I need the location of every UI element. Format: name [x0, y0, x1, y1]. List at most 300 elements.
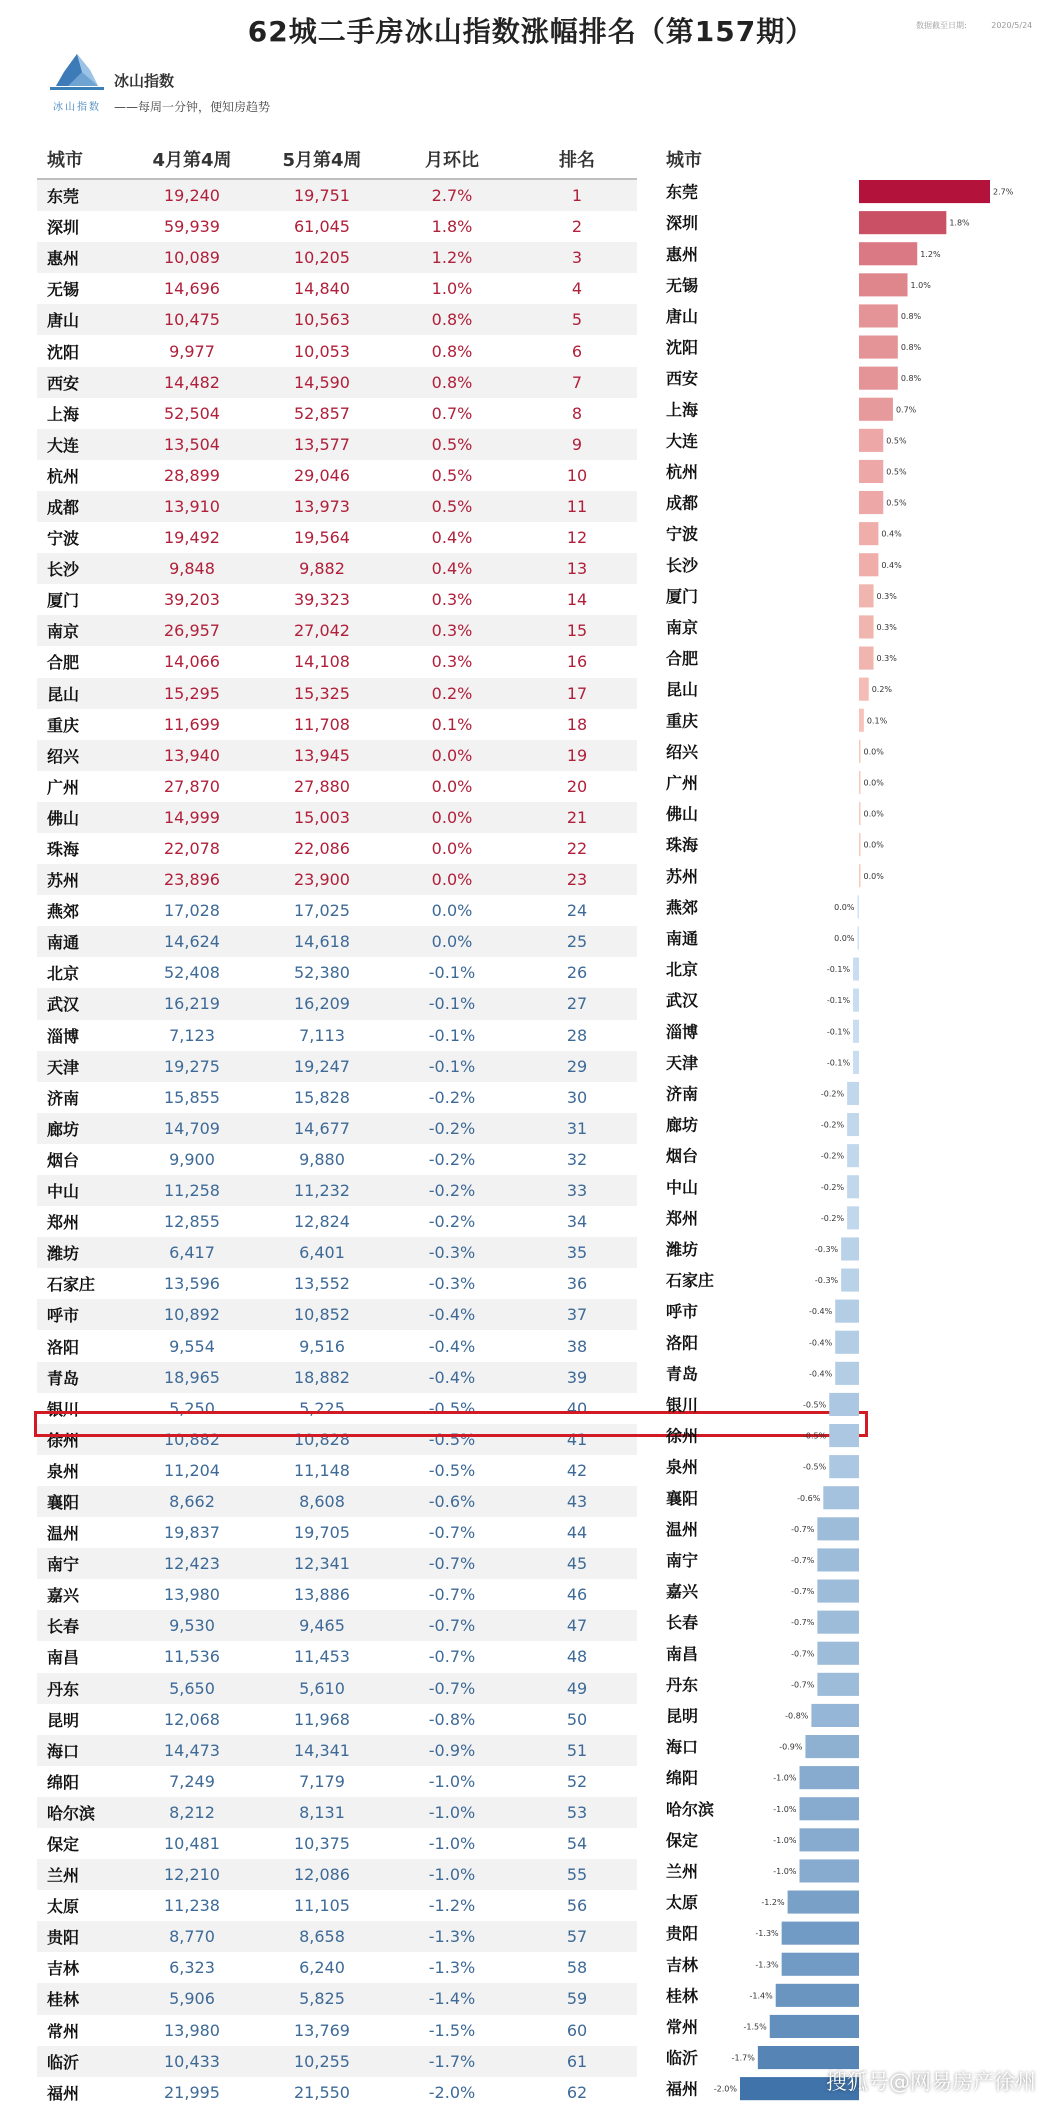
- chart-city-label: 苏州: [666, 866, 699, 886]
- april-week4-cell: 26,957: [127, 615, 257, 646]
- chart-city-label: 长春: [666, 1613, 699, 1633]
- mom-change-cell: 1.2%: [387, 242, 517, 273]
- table-row: [37, 1330, 637, 1361]
- chart-bar: [847, 1206, 859, 1229]
- chart-bar: [859, 802, 861, 825]
- mom-change-cell: -1.0%: [387, 1859, 517, 1890]
- chart-bar: [835, 1331, 859, 1354]
- table-row: [37, 1704, 637, 1735]
- chart-bar: [859, 336, 898, 359]
- chart-bar: [847, 1082, 859, 1105]
- rank-cell: 57: [517, 1921, 637, 1952]
- chart-value-label: -0.7%: [791, 1618, 815, 1628]
- table-row: [37, 1641, 637, 1672]
- chart-city-label: 成都: [666, 493, 699, 513]
- chart-bar: [829, 1424, 859, 1447]
- table-row: [37, 709, 637, 740]
- april-week4-cell: 9,977: [169, 341, 215, 361]
- chart-city-label: 泉州: [666, 1457, 699, 1477]
- table-row: [37, 1673, 637, 1704]
- brand-name: 冰山指数: [114, 72, 175, 90]
- city-cell: 深圳: [47, 218, 80, 238]
- april-week4-cell: 6,323: [169, 1958, 215, 1978]
- chart-value-label: -0.4%: [808, 1307, 833, 1317]
- chart-value-label: -0.2%: [820, 1120, 845, 1130]
- mom-change-cell: -0.7%: [428, 1523, 476, 1543]
- rank-cell: 8: [571, 403, 583, 423]
- april-week4-cell: 19,837: [164, 1523, 220, 1543]
- rank-cell: 50: [566, 1709, 588, 1729]
- april-week4-cell: 5,906: [127, 1983, 257, 2014]
- may-week4-cell: 5,610: [257, 1673, 387, 1704]
- chart-bar: [859, 553, 878, 576]
- april-week4-cell: 19,275: [127, 1051, 257, 1082]
- chart-bar: [800, 1766, 860, 1789]
- chart-city-label: 桂林: [666, 1986, 699, 2006]
- chart-value-label: -1.3%: [755, 1929, 779, 1939]
- april-week4-cell: 10,481: [164, 1834, 220, 1854]
- rank-cell: 33: [517, 1175, 637, 1206]
- chart-bar: [817, 1580, 859, 1603]
- table-row: [37, 460, 637, 491]
- date-value: 2020/5/24: [991, 21, 1033, 30]
- rank-cell: 58: [566, 1958, 588, 1978]
- may-week4-cell: 11,148: [294, 1460, 350, 1480]
- chart-value-label: 0.8%: [900, 311, 922, 321]
- chart-value-label: -0.7%: [791, 1524, 815, 1534]
- city-cell: 上海: [47, 404, 80, 424]
- may-week4-cell: 18,882: [257, 1362, 387, 1393]
- april-week4-cell: 13,940: [127, 740, 257, 771]
- may-week4-cell: 10,852: [257, 1299, 387, 1330]
- chart-bar: [853, 989, 859, 1012]
- rank-cell: 26: [566, 963, 588, 983]
- mom-change-cell: 0.4%: [387, 553, 517, 584]
- chart-city-label: 宁波: [666, 524, 699, 544]
- table-row: [37, 1362, 637, 1393]
- chart-bar: [805, 1735, 859, 1758]
- chart-bar: [841, 1269, 859, 1292]
- chart-city-label: 南通: [666, 928, 699, 948]
- rank-cell: 13: [517, 553, 637, 584]
- table-row: [37, 522, 637, 553]
- city-cell: 惠州: [37, 242, 127, 273]
- rank-cell: 61: [517, 2046, 637, 2077]
- city-cell: 南宁: [37, 1548, 127, 1579]
- column-header-city: 城市: [37, 140, 127, 179]
- chart-bar: [859, 771, 861, 794]
- may-week4-cell: 27,880: [294, 776, 350, 796]
- logo: [46, 52, 108, 113]
- may-week4-cell: 8,658: [257, 1921, 387, 1952]
- chart-city-label: 哈尔滨: [666, 1799, 715, 1819]
- chart-bar: [776, 1984, 859, 2007]
- table-row: [37, 242, 637, 273]
- city-cell: 武汉: [37, 988, 127, 1019]
- ranking-table-wrapper: [37, 140, 637, 2108]
- april-week4-cell: 10,892: [127, 1299, 257, 1330]
- rank-cell: 5: [517, 304, 637, 335]
- table-row: [37, 1082, 637, 1113]
- mom-change-cell: -0.2%: [428, 1212, 476, 1232]
- rank-cell: 37: [517, 1299, 637, 1330]
- rank-cell: 4: [571, 279, 583, 299]
- may-week4-cell: 13,886: [294, 1585, 350, 1605]
- table-row: [37, 1020, 637, 1051]
- city-cell: 天津: [37, 1051, 127, 1082]
- rank-cell: 11: [517, 491, 637, 522]
- may-week4-cell: 11,232: [257, 1175, 387, 1206]
- may-week4-cell: 13,973: [257, 491, 387, 522]
- city-cell: 洛阳: [47, 1337, 80, 1357]
- rank-cell: 15: [517, 615, 637, 646]
- chart-city-label: 合肥: [666, 649, 699, 669]
- chart-city-label: 唐山: [666, 306, 699, 326]
- city-cell: 贵阳: [37, 1921, 127, 1952]
- city-cell: 成都: [37, 491, 127, 522]
- mom-change-cell: 0.0%: [431, 776, 473, 796]
- mom-change-cell: -0.7%: [387, 1673, 517, 1704]
- april-week4-cell: 13,980: [164, 2020, 220, 2040]
- city-cell: 淄博: [47, 1026, 80, 1046]
- chart-bar: [817, 1548, 859, 1571]
- may-week4-cell: 17,025: [294, 901, 350, 921]
- table-row: [37, 584, 637, 615]
- chart-bar: [859, 615, 874, 638]
- chart-value-label: 0.5%: [886, 498, 907, 508]
- chart-value-label: -0.3%: [814, 1276, 839, 1286]
- chart-bar: [841, 1237, 859, 1260]
- chart-value-label: 0.7%: [895, 405, 917, 415]
- chart-city-label: 丹东: [666, 1675, 699, 1695]
- city-cell: 东莞: [37, 179, 127, 211]
- chart-city-label: 昆明: [666, 1706, 699, 1726]
- chart-city-label: 佛山: [666, 804, 699, 824]
- may-week4-cell: 8,608: [257, 1486, 387, 1517]
- may-week4-cell: 14,341: [257, 1735, 387, 1766]
- may-week4-cell: 19,751: [257, 179, 387, 211]
- may-week4-cell: 5,225: [299, 1398, 345, 1418]
- rank-cell: 39: [517, 1362, 637, 1393]
- april-week4-cell: 9,900: [169, 1149, 215, 1169]
- chart-city-label: 兰州: [666, 1861, 699, 1881]
- rank-cell: 27: [517, 988, 637, 1019]
- mom-change-cell: -0.4%: [387, 1299, 517, 1330]
- mom-change-cell: 0.1%: [431, 714, 473, 734]
- chart-bar: [853, 1020, 859, 1043]
- may-week4-cell: 9,516: [299, 1336, 345, 1356]
- mom-change-cell: 0.8%: [387, 367, 517, 398]
- chart-bar: [859, 584, 874, 607]
- chart-bar: [859, 647, 874, 670]
- city-cell: 宁波: [47, 529, 80, 549]
- mom-change-cell: 0.4%: [431, 528, 473, 548]
- chart-city-label: 潍坊: [666, 1239, 699, 1259]
- april-week4-cell: 23,896: [127, 864, 257, 895]
- april-week4-cell: 12,423: [127, 1548, 257, 1579]
- april-week4-cell: 7,123: [169, 1025, 215, 1045]
- table-row: [37, 335, 637, 366]
- mom-change-cell: 1.8%: [431, 217, 473, 237]
- may-week4-cell: 14,108: [294, 652, 350, 672]
- april-week4-cell: 14,066: [164, 652, 220, 672]
- chart-value-label: -0.4%: [808, 1338, 833, 1348]
- mom-change-cell: 0.5%: [387, 429, 517, 460]
- city-cell: 沈阳: [47, 342, 80, 362]
- rank-cell: 7: [517, 367, 637, 398]
- rank-cell: 17: [517, 678, 637, 709]
- may-week4-cell: 23,900: [257, 864, 387, 895]
- chart-value-label: -1.0%: [773, 1773, 797, 1783]
- table-row: [37, 1237, 637, 1268]
- may-week4-cell: 14,677: [257, 1113, 387, 1144]
- chart-value-label: 0.3%: [876, 591, 897, 601]
- chart-city-label: 绍兴: [666, 742, 699, 762]
- chart-value-label: -1.3%: [755, 1960, 779, 1970]
- chart-city-label: 深圳: [666, 213, 699, 233]
- chart-city-label: 长沙: [666, 555, 699, 575]
- table-row: [37, 833, 637, 864]
- mom-change-cell: -0.2%: [387, 1175, 517, 1206]
- mom-change-cell: 0.3%: [387, 615, 517, 646]
- mom-change-cell: -0.8%: [428, 1709, 476, 1729]
- chart-bar: [853, 1051, 859, 1074]
- rank-cell: 19: [517, 740, 637, 771]
- chart-city-label: 吉林: [666, 1955, 699, 1975]
- rank-cell: 49: [517, 1673, 637, 1704]
- table-row: [37, 273, 637, 304]
- may-week4-cell: 15,003: [257, 802, 387, 833]
- chart-city-label: 青岛: [666, 1364, 699, 1384]
- city-cell: 珠海: [47, 840, 80, 860]
- mom-change-cell: -0.5%: [428, 1460, 476, 1480]
- chart-city-label: 洛阳: [666, 1333, 699, 1353]
- chart-value-label: -0.1%: [826, 1027, 851, 1037]
- april-week4-cell: 11,204: [164, 1460, 220, 1480]
- may-week4-cell: 19,247: [257, 1051, 387, 1082]
- chart-city-label: 嘉兴: [666, 1582, 699, 1602]
- city-cell: 长春: [37, 1610, 127, 1641]
- april-week4-cell: 14,696: [164, 279, 220, 299]
- may-week4-cell: 5,825: [257, 1983, 387, 2014]
- chart-value-label: -0.8%: [785, 1711, 809, 1721]
- may-week4-cell: 12,086: [257, 1859, 387, 1890]
- table-row: [37, 2077, 637, 2108]
- chart-city-label: 绵阳: [666, 1768, 699, 1788]
- chart-value-label: -0.2%: [820, 1182, 845, 1192]
- may-week4-cell: 29,046: [294, 465, 350, 485]
- mom-change-cell: -0.2%: [428, 1149, 476, 1169]
- chart-value-label: 0.0%: [863, 747, 884, 757]
- chart-value-label: 1.0%: [910, 280, 931, 290]
- city-cell: 郑州: [47, 1213, 80, 1233]
- may-week4-cell: 10,563: [257, 304, 387, 335]
- chart-value-label: -0.9%: [779, 1742, 803, 1752]
- city-cell: 燕郊: [47, 902, 80, 922]
- rank-cell: 28: [566, 1025, 588, 1045]
- city-cell: 吉林: [47, 1959, 80, 1979]
- rank-cell: 6: [571, 341, 583, 361]
- city-cell: 无锡: [47, 280, 80, 300]
- rank-cell: 21: [517, 802, 637, 833]
- table-row: [37, 1766, 637, 1797]
- chart-bar: [829, 1393, 859, 1416]
- table-row: [37, 1548, 637, 1579]
- city-cell: 丹东: [37, 1673, 127, 1704]
- april-week4-cell: 19,240: [127, 179, 257, 211]
- chart-value-label: 0.3%: [876, 654, 897, 664]
- mom-change-cell: -2.0%: [428, 2082, 476, 2102]
- chart-value-label: -0.5%: [803, 1431, 827, 1441]
- may-week4-cell: 9,880: [299, 1149, 345, 1169]
- chart-value-label: 0.4%: [881, 529, 902, 539]
- chart-bar: [859, 740, 861, 763]
- chart-bar: [859, 709, 864, 732]
- april-week4-cell: 52,408: [164, 963, 220, 983]
- rank-cell: 54: [566, 1834, 588, 1854]
- city-cell: 青岛: [37, 1362, 127, 1393]
- chart-bar: [859, 429, 883, 452]
- mom-change-cell: -0.5%: [428, 1398, 476, 1418]
- city-cell: 广州: [47, 777, 80, 797]
- column-header-mom-change: 月环比: [387, 140, 517, 179]
- chart-value-label: -0.2%: [820, 1151, 845, 1161]
- table-row: [37, 367, 637, 398]
- chart-value-label: -1.4%: [749, 1991, 773, 2001]
- may-week4-cell: 15,828: [294, 1087, 350, 1107]
- mom-change-cell: 0.0%: [431, 901, 473, 921]
- april-week4-cell: 14,482: [127, 367, 257, 398]
- rank-cell: 30: [566, 1087, 588, 1107]
- city-cell: 襄阳: [37, 1486, 127, 1517]
- watermark: 搜狐号@网易房产徐州: [826, 2070, 1036, 2094]
- page-title: 62城二手房冰山指数涨幅排名（第157期）: [247, 15, 815, 48]
- city-cell: 杭州: [47, 466, 80, 486]
- may-week4-cell: 52,857: [294, 403, 350, 423]
- rank-cell: 62: [566, 2082, 588, 2102]
- rank-cell: 2: [571, 217, 583, 237]
- table-row: [37, 646, 637, 677]
- april-week4-cell: 10,089: [127, 242, 257, 273]
- mom-change-cell: -1.0%: [428, 1771, 476, 1791]
- may-week4-cell: 9,882: [257, 553, 387, 584]
- april-week4-cell: 11,258: [127, 1175, 257, 1206]
- table-row: [37, 1610, 637, 1641]
- april-week4-cell: 14,709: [127, 1113, 257, 1144]
- chart-city-label: 温州: [666, 1519, 699, 1539]
- mom-change-cell: 0.0%: [431, 839, 473, 859]
- city-cell: 北京: [47, 964, 80, 984]
- mom-change-cell: -0.7%: [387, 1610, 517, 1641]
- chart-city-label: 银川: [666, 1395, 699, 1415]
- mom-change-cell: -0.3%: [428, 1274, 476, 1294]
- city-cell: 昆山: [37, 678, 127, 709]
- chart-value-label: -0.3%: [814, 1244, 839, 1254]
- table-row: [37, 1268, 637, 1299]
- table-row: [37, 926, 637, 957]
- chart-bar: [788, 1891, 859, 1914]
- table-row: [37, 771, 637, 802]
- mom-change-cell: -0.7%: [428, 1585, 476, 1605]
- table-row: [37, 895, 637, 926]
- city-cell: 兰州: [37, 1859, 127, 1890]
- mom-change-cell: -1.7%: [387, 2046, 517, 2077]
- rank-cell: 23: [517, 864, 637, 895]
- may-week4-cell: 13,577: [257, 429, 387, 460]
- chart-city-label: 南昌: [666, 1644, 699, 1664]
- chart-value-label: -1.7%: [731, 2053, 755, 2063]
- chart-city-label: 天津: [666, 1053, 699, 1073]
- may-week4-cell: 19,564: [294, 528, 350, 548]
- city-cell: 合肥: [47, 653, 80, 673]
- rank-cell: 31: [517, 1113, 637, 1144]
- chart-value-label: 0.5%: [886, 436, 907, 446]
- chart-bar: [817, 1673, 859, 1696]
- city-cell: 泉州: [47, 1461, 80, 1481]
- mom-change-cell: 2.7%: [387, 179, 517, 211]
- chart-bar: [782, 1922, 859, 1945]
- chart-bar: [817, 1517, 859, 1540]
- chart-bar: [835, 1362, 859, 1385]
- table-row: [37, 1952, 637, 1983]
- may-week4-cell: 10,828: [257, 1424, 387, 1455]
- april-week4-cell: 16,219: [127, 988, 257, 1019]
- may-week4-cell: 21,550: [294, 2082, 350, 2102]
- mom-change-cell: 1.0%: [431, 279, 473, 299]
- april-week4-cell: 5,650: [127, 1673, 257, 1704]
- mom-change-cell: -0.1%: [428, 963, 476, 983]
- chart-bar: [829, 1455, 859, 1478]
- mom-change-cell: 0.0%: [387, 926, 517, 957]
- chart-city-label: 南京: [666, 617, 699, 637]
- chart-city-label: 珠海: [666, 835, 699, 855]
- city-cell: 重庆: [47, 715, 80, 735]
- chart-city-label: 惠州: [666, 244, 699, 264]
- rank-cell: 20: [566, 776, 588, 796]
- may-week4-cell: 7,179: [299, 1771, 345, 1791]
- chart-bar: [800, 1828, 860, 1851]
- april-week4-cell: 39,203: [164, 590, 220, 610]
- table-row: [37, 615, 637, 646]
- rank-cell: 43: [517, 1486, 637, 1517]
- chart-value-label: -0.1%: [826, 965, 851, 975]
- may-week4-cell: 12,824: [294, 1212, 350, 1232]
- chart-city-label: 西安: [666, 369, 699, 389]
- table-row: [37, 1175, 637, 1206]
- city-cell: 济南: [47, 1088, 80, 1108]
- rank-cell: 60: [566, 2020, 588, 2040]
- chart-bar: [800, 1859, 860, 1882]
- rank-cell: 1: [517, 179, 637, 211]
- may-week4-cell: 6,240: [299, 1958, 345, 1978]
- april-week4-cell: 10,475: [127, 304, 257, 335]
- city-cell: 中山: [37, 1175, 127, 1206]
- april-week4-cell: 8,770: [127, 1921, 257, 1952]
- april-week4-cell: 27,870: [164, 776, 220, 796]
- april-week4-cell: 22,078: [164, 839, 220, 859]
- table-row: [37, 1797, 637, 1828]
- may-week4-cell: 11,968: [294, 1709, 350, 1729]
- city-cell: 绵阳: [47, 1772, 80, 1792]
- chart-bar: [859, 211, 946, 234]
- may-week4-cell: 14,840: [294, 279, 350, 299]
- chart-city-label: 北京: [666, 960, 699, 980]
- mom-change-cell: 0.8%: [431, 341, 473, 361]
- april-week4-cell: 12,068: [164, 1709, 220, 1729]
- mom-change-cell: 0.8%: [387, 304, 517, 335]
- may-week4-cell: 14,618: [257, 926, 387, 957]
- may-week4-cell: 39,323: [294, 590, 350, 610]
